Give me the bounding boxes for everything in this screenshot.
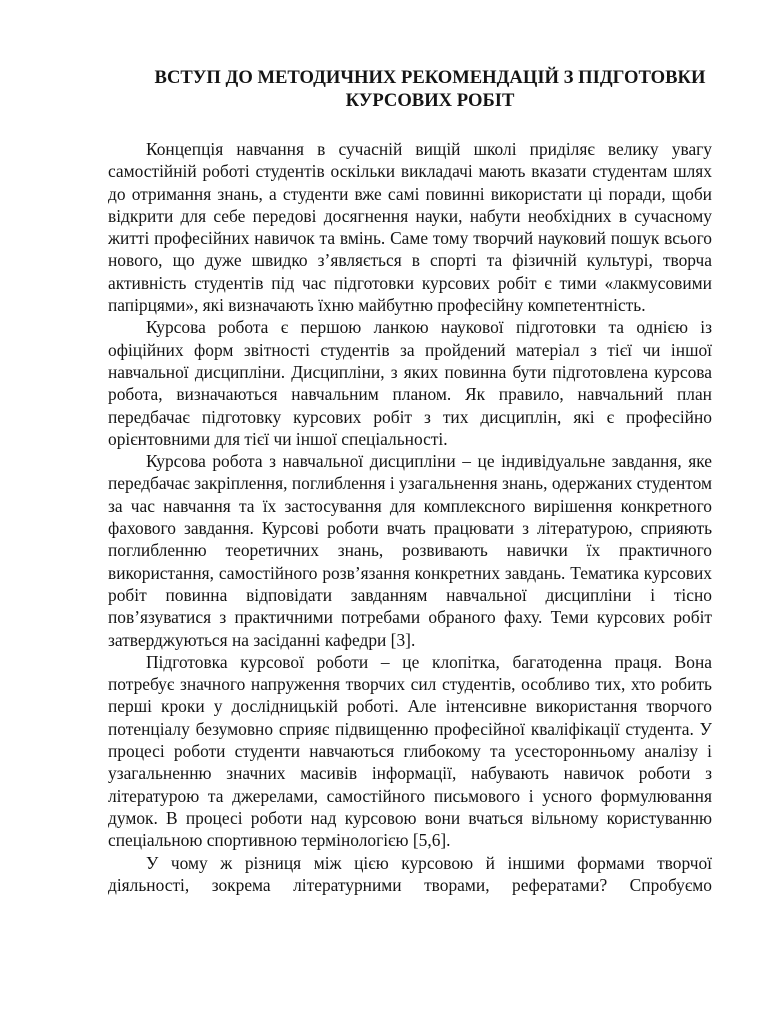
title-line-2: КУРСОВИХ РОБІТ [345,90,515,111]
paragraph-2: Курсова робота є першою ланкою наукової підготовки та однією із офіційних форм звітності студентів за пройдений матеріал з тієї чи іншої навчальної дисципліни. Дисципліни, з яких повинна бути підготовлена курсова робота, визначаються навчальним планом. Як правило, навчальний план передбачає підготовку курсових робіт з тих дисциплін, які є професійно орієнтовними для тієї чи іншої спеціальності. [108,317,712,449]
paragraph-5: У чому ж різниця між цією курсовою й іншими формами творчої діяльності, зокрема літературними творами, рефератами? Спробуємо [108,852,712,895]
title-line-1: ВСТУП ДО МЕТОДИЧНИХ РЕКОМЕНДАЦІЙ З ПІДГОТОВКИ [154,67,706,88]
paragraph-3: Курсова робота з навчальної дисципліни – це індивідуальне завдання, яке передбачає закріплення, поглиблення і узагальнення знань, одержаних студентом за час навчання та їх застосування для комплексного вирішення конкретного фахового завдання. Курсові роботи вчать працювати з літературою, сприяють поглибленню теоретичних знань, розвивають навички їх практичного використання, самостійного розв’язання конкретних завдань. Тематика курсових робіт повинна відповідати завданням навчальної дисципліни і тісно пов’язуватися з практичними потребами обраного фаху. Теми курсових робіт затверджуються на засіданні кафедри [3]. [108,451,712,650]
document-title [108,66,712,112]
paragraph-1: Концепція навчання в сучасній вищій школі приділяє велику увагу самостійній роботі студентів оскільки викладачі мають вказати студентам шлях до отримання знань, а студенти вже самі повинні використати ці поради, щоби відкрити для себе передові досягнення науки, набути необхідних в сучасному житті професійних навичок та вмінь. Саме тому творчий науковий пошук всього нового, що дуже швидко з’являється в спорті та фізичній культурі, творча активність студентів під час підготовки курсових робіт є тими «лакмусовими папірцями», які визначають їхню майбутню професійну компетентність. [108,139,712,316]
paragraph-4: Підготовка курсової роботи – це клопітка, багатоденна праця. Вона потребує значного напруження творчих сил студентів, особливо тих, хто робить перші кроки у дослідницькій роботі. Але інтенсивне використання творчого потенціалу безумовно сприяє підвищенню професійної кваліфікації студента. У процесі роботи студенти навчаються глибокому та усесторонньому аналізу і узагальненню значних масивів інформації, набувають навичок роботи з літературою та джерелами, самостійного письмового і усного формулювання думок. В процесі роботи над курсовою вони вчаться вільному користуванню спеціальною спортивною термінологією [5,6]. [108,651,712,851]
document-body [108,138,712,896]
document-page [108,66,712,896]
